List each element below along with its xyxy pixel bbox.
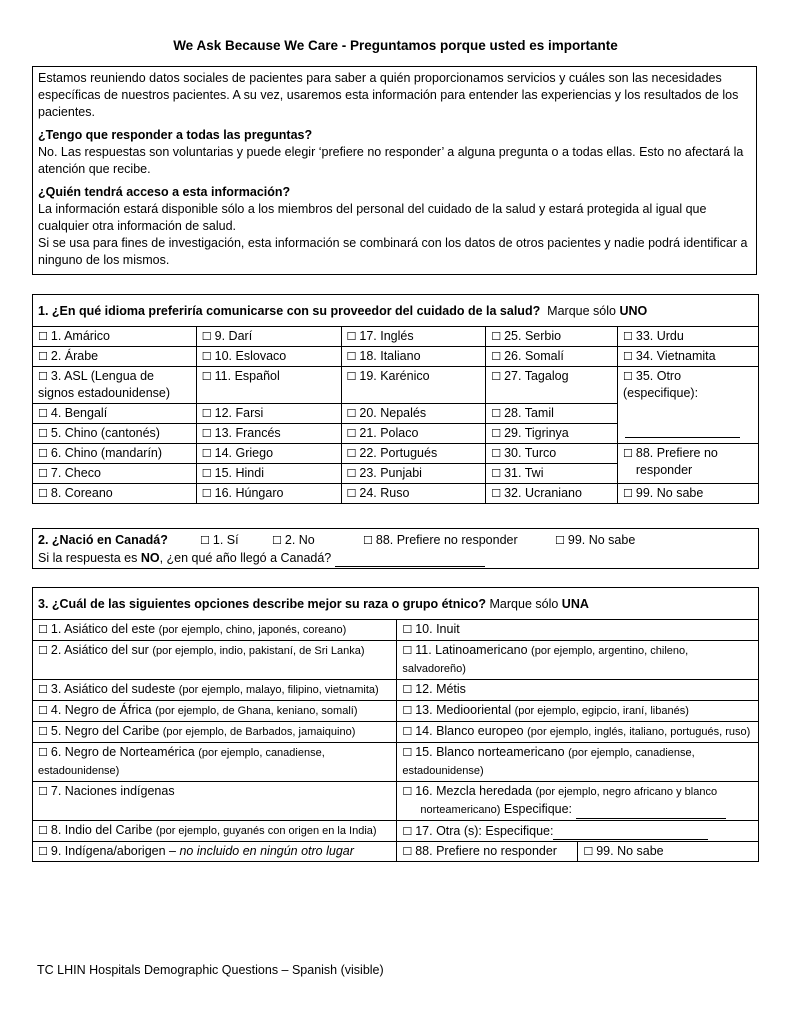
- ethnicity-cell: [33, 620, 397, 641]
- table-row: [33, 327, 759, 347]
- language-cell: [486, 404, 618, 424]
- checkbox-icon[interactable]: ☐: [272, 534, 282, 547]
- language-option[interactable]: ☐ 33. Urdu: [623, 329, 684, 343]
- question-1-header: 1. ¿En qué idioma preferiría comunicarse con su proveedor del cuidado de la salud? Marque sólo UNO: [33, 295, 759, 327]
- checkbox-icon[interactable]: ☐: [201, 447, 212, 460]
- language-cell: [341, 424, 486, 444]
- language-cell: [341, 484, 486, 504]
- ethnicity-option[interactable]: ☐ 13. Mediooriental (por ejemplo, egipcio, iraní, libanés): [402, 703, 689, 717]
- ethnicity-option[interactable]: ☐ 15. Blanco norteamericano (por ejemplo, canadiense, estadounidense): [402, 745, 695, 777]
- language-cell: [33, 327, 197, 347]
- arrival-year-field[interactable]: [335, 549, 485, 567]
- checkbox-icon[interactable]: ☐: [402, 683, 413, 696]
- language-option[interactable]: ☐ 31. Twi: [491, 466, 544, 480]
- language-cell: [486, 424, 618, 444]
- question-3-table: [32, 587, 759, 862]
- language-option[interactable]: ☐ 6. Chino (mandarín): [38, 446, 163, 460]
- ethnicity-option[interactable]: ☐ 17. Otra (s): Especifique:: [402, 824, 554, 838]
- option-born-prefer-not[interactable]: ☐ 88. Prefiere no responder: [363, 533, 518, 547]
- language-option[interactable]: ☐ 16. Húngaro: [201, 486, 284, 500]
- checkbox-icon[interactable]: ☐: [491, 447, 502, 460]
- checkbox-icon[interactable]: ☐: [200, 534, 210, 547]
- checkbox-icon[interactable]: ☐: [623, 487, 633, 500]
- ethnicity-option[interactable]: ☐ 16. Mezcla heredada (por ejemplo, negro africano y blanco: [402, 784, 718, 798]
- ethnicity-cell: [33, 641, 397, 680]
- checkbox-icon[interactable]: ☐: [491, 407, 502, 420]
- ethnicity-cell: [397, 722, 759, 743]
- checkbox-icon[interactable]: ☐: [623, 330, 633, 343]
- checkbox-icon[interactable]: ☐: [38, 725, 48, 738]
- table-row: [33, 444, 759, 464]
- language-cell: [196, 424, 341, 444]
- language-cell: [341, 444, 486, 464]
- language-option[interactable]: ☐ 28. Tamil: [491, 406, 554, 420]
- language-cell: [341, 367, 486, 404]
- checkbox-icon[interactable]: ☐: [491, 427, 502, 440]
- faq-heading-1: ¿Tengo que responder a todas las preguntas?: [38, 128, 313, 142]
- language-cell: [33, 484, 197, 504]
- ethnicity-cell: [397, 680, 759, 701]
- language-option[interactable]: ☐ 9. Darí: [201, 329, 253, 343]
- faq-heading-2: ¿Quién tendrá acceso a esta información?: [38, 185, 291, 199]
- ethnicity-cell: [397, 842, 759, 862]
- language-option[interactable]: ☐ 99. No sabe: [623, 486, 704, 500]
- checkbox-icon[interactable]: ☐: [623, 370, 633, 383]
- language-option[interactable]: ☐ 10. Eslovaco: [201, 349, 287, 363]
- checkbox-icon[interactable]: ☐: [201, 407, 212, 420]
- checkbox-icon[interactable]: ☐: [201, 467, 212, 480]
- language-cell: [196, 484, 341, 504]
- checkbox-icon[interactable]: ☐: [38, 487, 48, 500]
- checkbox-icon[interactable]: ☐: [491, 467, 502, 480]
- checkbox-icon[interactable]: ☐: [623, 447, 633, 460]
- language-cell: [33, 464, 197, 484]
- checkbox-icon[interactable]: ☐: [201, 370, 212, 383]
- language-cell: [486, 444, 618, 464]
- checkbox-icon[interactable]: ☐: [38, 785, 48, 798]
- checkbox-icon[interactable]: ☐: [555, 534, 565, 547]
- language-cell: [33, 347, 197, 367]
- ethnicity-option[interactable]: ☐ 14. Blanco europeo (por ejemplo, inglés, italiano, portugués, ruso): [402, 724, 751, 738]
- ethnicity-cell: [397, 701, 759, 722]
- language-option[interactable]: ☐ 18. Italiano: [346, 349, 421, 363]
- checkbox-icon[interactable]: ☐: [38, 644, 48, 657]
- language-cell: [33, 444, 197, 464]
- checkbox-icon[interactable]: ☐: [491, 487, 502, 500]
- option-born-yes[interactable]: ☐ 1. Sí: [200, 533, 239, 547]
- checkbox-icon[interactable]: ☐: [38, 824, 48, 837]
- language-option[interactable]: ☐ 34. Vietnamita: [623, 349, 716, 363]
- option-born-unknown[interactable]: ☐ 99. No sabe: [555, 533, 636, 547]
- language-cell: [618, 347, 759, 367]
- faq-answer-2a: La información estará disponible sólo a los miembros del personal del cuidado de la salud y estará protegida al igual que cualquier otra información de salud.: [38, 202, 707, 233]
- language-cell: [196, 444, 341, 464]
- language-cell: [196, 327, 341, 347]
- question-1-table: [32, 294, 759, 504]
- page-footer: TC LHIN Hospitals Demographic Questions – Spanish (visible): [37, 963, 384, 977]
- language-cell: [196, 367, 341, 404]
- ethnicity-cell: [397, 641, 759, 680]
- language-option[interactable]: ☐ 88. Prefiere no responder: [623, 446, 718, 477]
- intro-paragraph: Estamos reuniendo datos sociales de pacientes para saber a quién proporcionamos servicios y cuáles son las necesidades específicas de nuestros pacientes. A su vez, usaremos esta información para entender las experiencias y los resultados de los pacientes.: [38, 71, 739, 119]
- checkbox-icon[interactable]: ☐: [491, 370, 502, 383]
- ethnicity-option[interactable]: ☐ 10. Inuit: [402, 622, 460, 636]
- language-option[interactable]: ☐ 5. Chino (cantonés): [38, 426, 160, 440]
- ethnicity-option[interactable]: ☐ 1. Asiático del este (por ejemplo, chino, japonés, coreano): [38, 622, 347, 636]
- language-option[interactable]: ☐ 24. Ruso: [346, 486, 410, 500]
- option-born-no[interactable]: ☐ 2. No: [272, 533, 315, 547]
- checkbox-icon[interactable]: ☐: [38, 467, 48, 480]
- language-option[interactable]: ☐ 20. Nepalés: [346, 406, 427, 420]
- language-option[interactable]: ☐ 13. Francés: [201, 426, 281, 440]
- other-ethnicity-field[interactable]: [553, 822, 708, 840]
- language-option[interactable]: ☐ 4. Bengalí: [38, 406, 108, 420]
- checkbox-icon[interactable]: ☐: [38, 683, 48, 696]
- table-row: [33, 347, 759, 367]
- language-option[interactable]: ☐ 35. Otro (especifique):: [623, 369, 699, 400]
- ethnicity-option[interactable]: ☐ 4. Negro de África (por ejemplo, de Ghana, keniano, somalí): [38, 703, 358, 717]
- language-cell: [33, 424, 197, 444]
- checkbox-icon[interactable]: ☐: [346, 487, 357, 500]
- language-option[interactable]: ☐ 30. Turco: [491, 446, 557, 460]
- checkbox-icon[interactable]: ☐: [623, 350, 633, 363]
- checkbox-icon[interactable]: ☐: [402, 746, 413, 759]
- language-cell: [486, 327, 618, 347]
- ethnicity-cell: ☐ 16. Mezcla heredada (por ejemplo, negro africano y blanco norteamericano) Especifique:: [397, 782, 759, 821]
- language-option[interactable]: ☐ 7. Checo: [38, 466, 101, 480]
- table-row: [33, 701, 759, 722]
- language-option[interactable]: ☐ 17. Inglés: [346, 329, 414, 343]
- ethnicity-cell: [397, 743, 759, 782]
- language-option[interactable]: ☐ 23. Punjabi: [346, 466, 422, 480]
- language-option[interactable]: ☐ 2. Árabe: [38, 349, 99, 363]
- language-option[interactable]: ☐ 19. Karénico: [346, 369, 430, 383]
- checkbox-icon[interactable]: ☐: [201, 427, 212, 440]
- ethnicity-option[interactable]: ☐ 11. Latinoamericano (por ejemplo, argentino, chileno, salvadoreño): [402, 643, 689, 675]
- checkbox-icon[interactable]: ☐: [402, 785, 413, 798]
- ethnicity-option[interactable]: ☐ 6. Negro de Norteamérica (por ejemplo, canadiense, estadounidense): [38, 745, 325, 777]
- language-option[interactable]: ☐ 14. Griego: [201, 446, 274, 460]
- table-row: [33, 782, 759, 821]
- ethnicity-cell: [397, 821, 759, 842]
- faq-answer-2b: Si se usa para fines de investigación, esta información se combinará con los datos de otros pacientes y nadie podrá identificar a ninguno de los mismos.: [38, 236, 748, 267]
- language-option[interactable]: ☐ 12. Farsi: [201, 406, 264, 420]
- table-row: [33, 484, 759, 504]
- language-cell: [341, 464, 486, 484]
- checkbox-icon[interactable]: ☐: [346, 370, 357, 383]
- question-2-label: 2. ¿Nació en Canadá?: [38, 533, 168, 547]
- ethnicity-cell: [397, 620, 759, 641]
- other-language-field[interactable]: [625, 420, 740, 438]
- language-cell: [196, 347, 341, 367]
- table-row: [33, 367, 759, 404]
- ethnicity-cell: [33, 701, 397, 722]
- checkbox-icon[interactable]: ☐: [491, 330, 502, 343]
- table-row: [33, 641, 759, 680]
- page-title: We Ask Because We Care - Preguntamos porque usted es importante: [173, 38, 618, 53]
- ethnicity-cell: [33, 743, 397, 782]
- table-row: [33, 821, 759, 842]
- checkbox-icon[interactable]: ☐: [402, 644, 413, 657]
- language-cell: [486, 484, 618, 504]
- checkbox-icon[interactable]: ☐: [346, 467, 357, 480]
- table-row: [33, 620, 759, 641]
- checkbox-icon[interactable]: ☐: [38, 704, 48, 717]
- faq-answer-1: No. Las respuestas son voluntarias y puede elegir ‘prefiere no responder’ a alguna pregunta o a todas ellas. Esto no afectará la atención que recibe.: [38, 145, 744, 176]
- checkbox-icon[interactable]: ☐: [38, 447, 48, 460]
- language-option[interactable]: ☐ 27. Tagalog: [491, 369, 569, 383]
- checkbox-icon[interactable]: ☐: [346, 447, 357, 460]
- ethnicity-option[interactable]: ☐ 88. Prefiere no responder: [397, 842, 578, 861]
- checkbox-icon[interactable]: ☐: [402, 845, 413, 858]
- ethnicity-option[interactable]: ☐ 12. Métis: [402, 682, 466, 696]
- table-row: [33, 680, 759, 701]
- checkbox-icon[interactable]: ☐: [346, 407, 357, 420]
- checkbox-icon[interactable]: ☐: [346, 330, 357, 343]
- ethnicity-option[interactable]: ☐ 99. No sabe: [583, 844, 664, 858]
- checkbox-icon[interactable]: ☐: [346, 427, 357, 440]
- checkbox-icon[interactable]: ☐: [201, 487, 212, 500]
- ethnicity-cell: [33, 842, 397, 862]
- language-option[interactable]: ☐ 22. Portugués: [346, 446, 438, 460]
- mixed-heritage-field[interactable]: [576, 801, 726, 819]
- checkbox-icon[interactable]: ☐: [402, 725, 413, 738]
- language-cell: [618, 444, 759, 484]
- ethnicity-option[interactable]: ☐ 2. Asiático del sur (por ejemplo, indio, pakistaní, de Sri Lanka): [38, 643, 365, 657]
- language-option[interactable]: ☐ 3. ASL (Lengua de signos estadounidense): [38, 369, 171, 400]
- table-row: [33, 842, 759, 862]
- language-option[interactable]: ☐ 21. Polaco: [346, 426, 419, 440]
- ethnicity-option[interactable]: ☐ 5. Negro del Caribe (por ejemplo, de Barbados, jamaiquino): [38, 724, 356, 738]
- checkbox-icon[interactable]: ☐: [201, 330, 212, 343]
- ethnicity-cell: [33, 782, 397, 821]
- table-row: [33, 722, 759, 743]
- language-option[interactable]: ☐ 15. Hindi: [201, 466, 264, 480]
- ethnicity-option[interactable]: ☐ 7. Naciones indígenas: [38, 784, 175, 798]
- ethnicity-cell: [33, 680, 397, 701]
- checkbox-icon[interactable]: ☐: [201, 350, 212, 363]
- ethnicity-cell: [33, 821, 397, 842]
- checkbox-icon[interactable]: ☐: [38, 845, 48, 858]
- language-cell: [33, 367, 197, 404]
- language-cell: [33, 404, 197, 424]
- checkbox-icon[interactable]: ☐: [38, 746, 48, 759]
- language-option[interactable]: ☐ 32. Ucraniano: [491, 486, 582, 500]
- checkbox-icon[interactable]: ☐: [363, 534, 373, 547]
- question-2-followup: Si la respuesta es NO, ¿en qué año llegó a Canadá?: [38, 549, 753, 567]
- language-cell: [341, 347, 486, 367]
- language-cell: [196, 404, 341, 424]
- checkbox-icon[interactable]: ☐: [346, 350, 357, 363]
- language-option[interactable]: ☐ 25. Serbio: [491, 329, 562, 343]
- language-cell: [341, 404, 486, 424]
- language-option[interactable]: ☐ 8. Coreano: [38, 486, 113, 500]
- checkbox-icon[interactable]: ☐: [38, 623, 48, 636]
- checkbox-icon[interactable]: ☐: [38, 407, 48, 420]
- language-cell: [486, 464, 618, 484]
- checkbox-icon[interactable]: ☐: [491, 350, 502, 363]
- language-option[interactable]: ☐ 1. Amárico: [38, 329, 110, 343]
- table-row: [33, 743, 759, 782]
- checkbox-icon[interactable]: ☐: [402, 704, 413, 717]
- language-cell: [486, 367, 618, 404]
- ethnicity-option[interactable]: ☐ 8. Indio del Caribe (por ejemplo, guyanés con origen en la India): [38, 823, 377, 837]
- checkbox-icon[interactable]: ☐: [38, 350, 48, 363]
- checkbox-icon[interactable]: ☐: [402, 825, 413, 838]
- language-option[interactable]: ☐ 11. Español: [201, 369, 280, 383]
- language-option[interactable]: ☐ 29. Tigrinya: [491, 426, 569, 440]
- language-cell: [618, 367, 759, 444]
- language-cell: [341, 327, 486, 347]
- ethnicity-cell: [33, 722, 397, 743]
- checkbox-icon[interactable]: ☐: [38, 427, 48, 440]
- language-option[interactable]: ☐ 26. Somalí: [491, 349, 564, 363]
- intro-box: [32, 66, 757, 275]
- question-3-header: 3. ¿Cuál de las siguientes opciones describe mejor su raza o grupo étnico? Marque sólo UNA: [33, 588, 759, 620]
- checkbox-icon[interactable]: ☐: [38, 370, 48, 383]
- ethnicity-option[interactable]: ☐ 3. Asiático del sudeste (por ejemplo, malayo, filipino, vietnamita): [38, 682, 379, 696]
- language-cell: [618, 484, 759, 504]
- language-cell: [196, 464, 341, 484]
- question-2-box: [32, 528, 759, 569]
- ethnicity-option[interactable]: ☐ 9. Indígena/aborigen – no incluido en ningún otro lugar: [38, 844, 354, 858]
- language-cell: [618, 327, 759, 347]
- checkbox-icon[interactable]: ☐: [402, 623, 413, 636]
- language-cell: [486, 347, 618, 367]
- checkbox-icon[interactable]: ☐: [583, 845, 594, 858]
- checkbox-icon[interactable]: ☐: [38, 330, 48, 343]
